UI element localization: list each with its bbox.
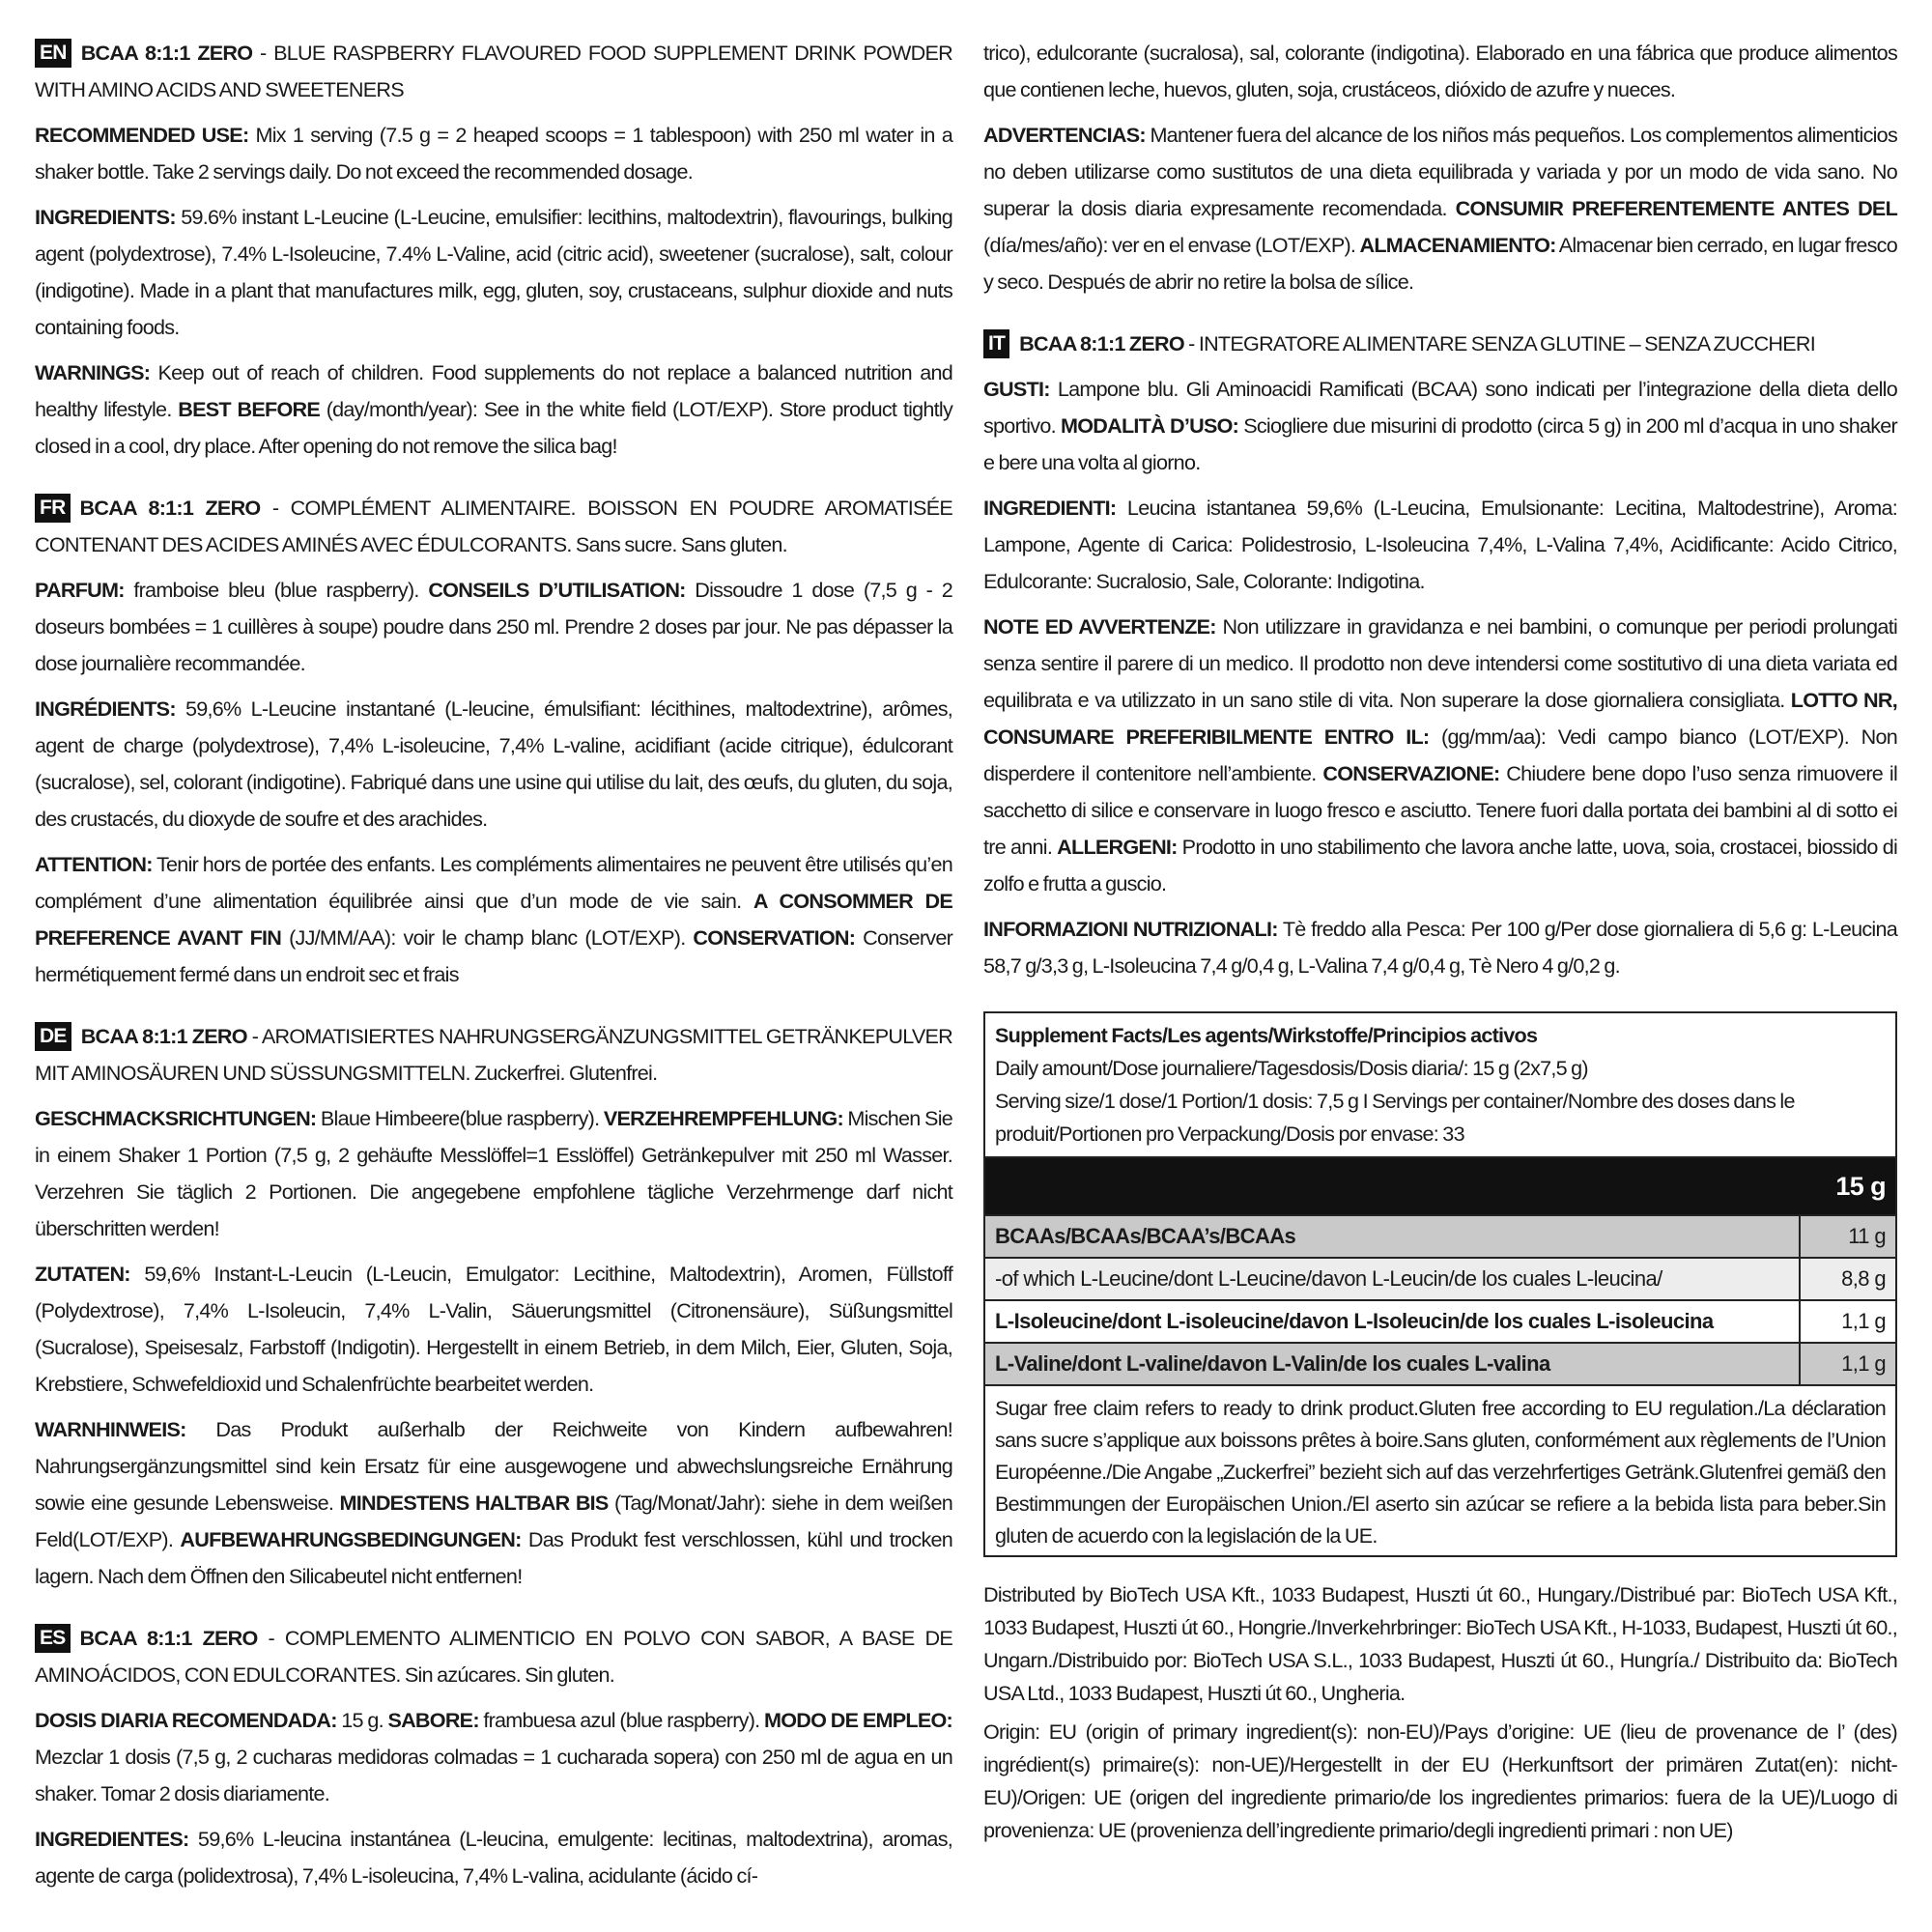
fr-parfum (35, 572, 952, 682)
de-auf-label: AUFBEWAHRUNGSBEDINGUNGEN: (180, 1527, 522, 1551)
facts-header (985, 1013, 1895, 1156)
fr-cons-text: (JJ/MM/AA): voir le champ blanc (LOT/EXP). (281, 925, 694, 950)
facts-daily-amount: Daily amount/Dose journaliere/Tagesdosis/Dosis diaria/: 15 g (2x7,5 g) (995, 1056, 1588, 1080)
table-row (985, 1215, 1895, 1258)
de-mhd-text: (Tag/Monat/Jahr): siehe in dem weißen Feld(LOT/EXP). (35, 1491, 953, 1551)
de-verz-label: VERZEHREMPFEHLUNG: (603, 1106, 843, 1130)
fr-att-text: Tenir hors de portée des enfants. Les compléments alimentaires ne peuvent être utilisés qu’en complément d’une alimentation équilibrée ainsi que d’un mode de vie sain. (35, 852, 952, 913)
it-gusti-text: Lampone blu. Gli Aminoacidi Ramificati (BCAA) sono indicati per l’integrazione della dieta dello sportivo. (983, 377, 1897, 438)
facts-header-value: 15 g (1800, 1157, 1895, 1215)
distribution-info (983, 1578, 1897, 1847)
fr-attention (35, 846, 952, 993)
es-alm-label: ALMACENAMIENTO: (1359, 233, 1556, 257)
it-all-text: Prodotto in uno stabilimento che lavora anche latte, uova, soia, crostacei, biossido di zolfo e frutta a guscio. (983, 835, 1897, 895)
fr-parfum-label: PARFUM: (35, 578, 125, 602)
it-note-text: Non utilizzare in gravidanza e nei bambini, o comunque per periodi prolungati senza sentire il parere di un medico. Il prodotto non deve intendersi come sostitutivo di una dieta variata ed equilibrata e va utilizzato in un sano stile di vita. Non superare la dose giornaliera consigliata. (983, 614, 1897, 712)
de-warn-text: Das Produkt außerhalb der Reichweite von Kindern aufbewahren! Nahrungsergänzungsmittel sind kein Ersatz für eine ausgewogene und abwechslungsreiche Ernährung sowie eine gesunde Lebensweise. (35, 1417, 952, 1515)
facts-row-value: 8,8 g (1800, 1258, 1895, 1300)
fr-heading (35, 490, 952, 563)
fr-ing-text: 59,6% L-Leucine instantané (L-leucine, émulsifiant: lécithines, maltodextrine), arômes, agent de charge (polydextrose), 7,4% L-isoleucine, 7,4% L-valine, acidifiant (acide citrique), édulcorant (sucralose), sel, colorant (indigotine). Fabriqué dans une usine qui utilise du lait, des œufs, du gluten, du soja, des crustacés, du dioxyde de soufre et des arachides. (35, 696, 952, 831)
fr-subtitle: - COMPLÉMENT ALIMENTAIRE. BOISSON EN POUDRE AROMATISÉE CONTENANT DES ACIDES AMINÉS AVEC ÉDULCORANTS. Sans sucre. Sans gluten. (35, 496, 953, 556)
facts-row-value: 1,1 g (1800, 1343, 1895, 1384)
fr-conseils-text: Dissoudre 1 dose (7,5 g - 2 doseurs bombées = 1 cuillères à soupe) poudre dans 250 ml. Prendre 2 doses par jour. Ne pas dépasser la dose journalière recommandée. (35, 578, 952, 675)
facts-row-name: BCAAs/BCAAs/BCAA’s/BCAAs (985, 1215, 1800, 1258)
facts-row-name: -of which L-Leucine/dont L-Leucine/davon L-Leucin/de los cuales L-leucina/ (985, 1258, 1800, 1300)
en-ing-label: INGREDIENTS: (35, 205, 176, 229)
es-lang-badge: ES (35, 1624, 71, 1653)
right-column (983, 35, 1897, 1853)
fr-lang-badge: FR (35, 494, 71, 523)
de-geschmack (35, 1100, 952, 1247)
table-row (985, 1300, 1895, 1343)
facts-row-name: L-Isoleucine/dont L-isoleucine/davon L-Isoleucin/de los cuales L-isoleucina (985, 1300, 1800, 1343)
en-heading (35, 35, 952, 108)
it-note-label: NOTE ED AVVERTENZE: (983, 614, 1216, 639)
fr-ing-label: INGRÉDIENTS: (35, 696, 176, 721)
es-subtitle: - COMPLEMENTO ALIMENTICIO EN POLVO CON SABOR, A BASE DE AMINOÁCIDOS, CON EDULCORANTES. Sin azúcares. Sin gluten. (35, 1626, 953, 1687)
de-warnhinweis (35, 1411, 952, 1595)
it-lotto-text: (gg/mm/aa): Vedi campo bianco (LOT/EXP). Non disperdere il contenitore nell’ambiente. (983, 724, 1897, 785)
en-lang-badge: EN (35, 39, 71, 68)
es-adv-text: Mantener fuera del alcance de los niños más pequeños. Los complementos alimenticios no deben utilizarse como sustitutos de una dieta equilibrada y variada y por un modo de vida sano. No superar la dosis diaria expresamente recomendada. (983, 123, 1897, 220)
it-lotto-label: LOTTO NR, CONSUMARE PREFERIBILMENTE ENTRO IL: (983, 688, 1897, 749)
it-cons-label: CONSERVAZIONE: (1322, 761, 1500, 785)
de-subtitle: - AROMATISIERTES NAHRUNGSERGÄNZUNGSMITTEL GETRÄNKEPULVER MIT AMINOSÄUREN UND SÜSSUNGSMITTELN. Zuckerfrei. Glutenfrei. (35, 1024, 952, 1085)
de-warn-label: WARNHINWEIS: (35, 1417, 186, 1441)
it-lang-badge: IT (983, 329, 1009, 358)
es-ingredientes-cont (983, 35, 1897, 108)
de-mhd-label: MINDESTENS HALTBAR BIS (339, 1491, 609, 1515)
es-ing-text-cont: trico), edulcorante (sucralosa), sal, colorante (indigotina). Elaborado en una fábrica que produce alimentos que contienen leche, huevos, gluten, soja, crustáceos, dióxido de azufre y nueces. (983, 41, 1897, 101)
supplement-facts-box (983, 1011, 1897, 1557)
es-heading (35, 1620, 952, 1693)
es-advertencias (983, 117, 1897, 300)
facts-footnote (985, 1384, 1895, 1555)
it-heading (983, 326, 1897, 362)
de-auf-text: Das Produkt fest verschlossen, kühl und trocken lagern. Nach dem Öffnen den Silicabeutel nicht entfernen! (35, 1527, 953, 1588)
es-product-title: BCAA 8:1:1 ZERO (79, 1626, 258, 1650)
table-row (985, 1258, 1895, 1300)
it-info-nutrizionali (983, 911, 1897, 984)
de-heading (35, 1018, 952, 1092)
en-subtitle: - BLUE RASPBERRY FLAVOURED FOOD SUPPLEMENT DRINK POWDER WITH AMINO ACIDS AND SWEETENERS (35, 41, 952, 101)
en-warnings (35, 355, 952, 465)
facts-title: Supplement Facts/Les agents/Wirkstoffe/Principios activos (995, 1023, 1538, 1047)
section-fr (35, 490, 952, 993)
es-modo-label: MODO DE EMPLEO: (764, 1708, 952, 1732)
section-en (35, 35, 952, 465)
distributed-by: Distributed by BioTech USA Kft., 1033 Budapest, Huszti út 60., Hungary./Distribué par: BioTech USA Kft., 1033 Budapest, Huszti út 60., Hongrie./Inverkehrbringer: BioTech USA Kft., H-1033, Budapest, Huszti út 60., Ungarn./Distribuido por: BioTech USA S.L., 1033 Budapest, Huszti út 60., Hungría./ Distribuito da: BioTech USA Ltd., 1033 Budapest, Huszti út 60., Ungheria. (983, 1582, 1897, 1705)
en-ingredients (35, 199, 952, 346)
it-ingredienti (983, 490, 1897, 600)
en-bb-text: (day/month/year): See in the white field (LOT/EXP). Store product tightly closed in a cool, dry place. After opening do not remove the silica bag! (35, 397, 952, 458)
fr-cons-label: A CONSOMMER DE PREFERENCE AVANT FIN (35, 889, 952, 950)
en-ing-text: 59.6% instant L-Leucine (L-Leucine, emulsifier: lecithins, maltodextrin), flavourings, bulking agent (polydextrose), 7.4% L-Isoleucine, 7.4% L-Valine, acid (citric acid), sweetener (sucralose), salt, colour (indigotine). Made in a plant that manufactures milk, egg, gluten, soy, crustaceans, sulphur dioxide and nuts containing foods. (35, 205, 952, 339)
section-de (35, 1018, 952, 1595)
de-gesch-label: GESCHMACKSRICHTUNGEN: (35, 1106, 317, 1130)
en-bb-label: BEST BEFORE (178, 397, 321, 421)
it-mod-text: Sciogliere due misurini di prodotto (circa 5 g) in 200 ml d’acqua in uno shaker e bere una volta al giorno. (983, 413, 1897, 474)
fr-conseils-label: CONSEILS D’UTILISATION: (428, 578, 686, 602)
es-dosis-label: DOSIS DIARIA RECOMENDADA: (35, 1708, 337, 1732)
table-row (985, 1343, 1895, 1384)
it-gusti (983, 371, 1897, 481)
es-dosis (35, 1702, 952, 1812)
facts-footnote-text: Sugar free claim refers to ready to drink product.Gluten free according to EU regulation./La déclaration sans sucre s’applique aux boissons prêtes à boire.Sans gluten, conformément aux règlements de l’Union Européenne./Die Angabe „Zuckerfrei” bezieht sich auf das verzehrfertiges Getränk.Glutenfrei gemäß den Bestimmungen der Europäischen Union./El aserto sin azúcar se refiere a la bebida lista para beber.Sin gluten de acuerdo con la legislación de la UE. (995, 1396, 1886, 1548)
section-es-continued (983, 35, 1897, 300)
de-zut-label: ZUTATEN: (35, 1262, 130, 1286)
facts-serving-size: Serving size/1 dose/1 Portion/1 dosis: 7,5 g I Servings per container/Nombre des doses dans le produit/Portionen pro Verpackung/Dosis por envase: 33 (995, 1089, 1795, 1146)
fr-product-title: BCAA 8:1:1 ZERO (79, 496, 261, 520)
it-subtitle: - INTEGRATORE ALIMENTARE SENZA GLUTINE – SENZA ZUCCHERI (1183, 331, 1816, 355)
section-es (35, 1620, 952, 1894)
fr-att-label: ATTENTION: (35, 852, 153, 876)
es-ingredientes (35, 1821, 952, 1894)
es-sabore-text: frambuesa azul (blue raspberry). (478, 1708, 765, 1732)
it-info-label: INFORMAZIONI NUTRIZIONALI: (983, 917, 1278, 941)
es-cons-label: CONSUMIR PREFERENTEMENTE ANTES DEL (1455, 196, 1898, 220)
origin-statement: Origin: EU (origin of primary ingredient(s): non-EU)/Pays d’origine: UE (lieu de provenance de l’ (des) ingrédient(s) primaire(s): non-UE)/Hergestellt in der EU (Herkunftsort der primären Zutat(en): nicht-EU)/Origen: UE (origen del ingrediente primario/de los ingredientes primarios: fuera de la UE)/Luogo di provenienza: UE (provenienza dell’ingrediente primario/degli ingredienti primari : non UE) (983, 1719, 1897, 1842)
de-zut-text: 59,6% Instant-L-Leucin (L-Leucin, Emulgator: Lecithine, Maltodextrin), Aromen, Füllstoff (Polydextrose), 7,4% L-Isoleucin, 7,4% L-Valin, Säuerungsmittel (Citronensäure), Süßungsmittel (Sucralose), Speisesalz, Farbstoff (Indigotin). Hergestellt in einem Betrieb, in dem Milch, Eier, Gluten, Soja, Krebstiere, Schwefeldioxid und Schalenfrüchte bearbeitet werden. (35, 1262, 952, 1396)
es-sabore-label: SABORE: (387, 1708, 479, 1732)
left-column (35, 35, 952, 1919)
en-warn-text: Keep out of reach of children. Food supplements do not replace a balanced nutrition and healthy lifestyle. (35, 360, 952, 421)
it-ing-text: Leucina istantanea 59,6% (L-Leucina, Emulsionante: Lecitina, Maltodestrine), Aroma: Lampone, Agente di Carica: Polidestrosio, L-Isoleucina 7,4%, L-Valina 7,4%, Acidificante: Acido Citrico, Edulcorante: Sucralosio, Sale, Colorante: Indigotina. (983, 496, 1897, 593)
es-modo-text: Mezclar 1 dosis (7,5 g, 2 cucharas medidoras colmadas = 1 cucharada sopera) con 250 ml de agua en un shaker. Tomar 2 dosis diariamente. (35, 1745, 952, 1805)
es-alm-text: Almacenar bien cerrado, en lugar fresco y seco. Después de abrir no retire la bolsa de sílice. (983, 233, 1897, 294)
en-warn-label: WARNINGS: (35, 360, 151, 384)
en-recommended-use (35, 117, 952, 190)
fr-ingredients (35, 691, 952, 838)
es-cons-text: (día/mes/año): ver en el envase (LOT/EXP). (983, 233, 1360, 257)
es-dosis-text: 15 g. (336, 1708, 388, 1732)
en-use-label: RECOMMENDED USE: (35, 123, 249, 147)
it-all-label: ALLERGENI: (1057, 835, 1178, 859)
facts-row-value: 1,1 g (1800, 1300, 1895, 1343)
facts-row-name: L-Valine/dont L-valine/davon L-Valin/de los cuales L-valina (985, 1343, 1800, 1384)
it-ing-label: INGREDIENTI: (983, 496, 1117, 520)
it-product-title: BCAA 8:1:1 ZERO (1019, 331, 1184, 355)
section-it (983, 326, 1897, 984)
it-note (983, 609, 1897, 902)
it-mod-label: MODALITÀ D’USO: (1060, 413, 1239, 438)
it-gusti-label: GUSTI: (983, 377, 1050, 401)
es-ing-text: 59,6% L-leucina instantánea (L-leucina, emulgente: lecitinas, maltodextrina), aromas, agente de carga (polidextrosa), 7,4% L-isoleucina, 7,4% L-valina, acidulante (ácido cí- (35, 1827, 952, 1888)
it-cons-text: Chiudere bene dopo l’uso senza rimuovere il sacchetto di silice e conservare in luogo fresco e asciutto. Tenere fuori dalla portata dei bambini al di sotto ei tre anni. (983, 761, 1897, 859)
fr-store-label: CONSERVATION: (693, 925, 856, 950)
de-verz-text: Mischen Sie in einem Shaker 1 Portion (7,5 g, 2 gehäufte Messlöffel=1 Esslöffel) Getränkepulver mit 250 ml Wasser. Verzehren Sie täglich 2 Portionen. Die angegebene empfohlene tägliche Verzehrmenge darf nicht überschritten werden! (35, 1106, 952, 1240)
de-product-title: BCAA 8:1:1 ZERO (80, 1024, 247, 1048)
es-ing-label: INGREDIENTES: (35, 1827, 189, 1851)
fr-parfum-text: framboise bleu (blue raspberry). (124, 578, 429, 602)
facts-row-value: 11 g (1800, 1215, 1895, 1258)
fr-store-text: Conserver hermétiquement fermé dans un endroit sec et frais (35, 925, 953, 986)
de-zutaten (35, 1256, 952, 1403)
en-use-text: Mix 1 serving (7.5 g = 2 heaped scoops = 1 tablespoon) with 250 ml water in a shaker bottle. Take 2 servings daily. Do not exceed the recommended dosage. (35, 123, 953, 184)
facts-column-header (985, 1157, 1895, 1215)
de-gesch-text: Blaue Himbeere(blue raspberry). (316, 1106, 604, 1130)
de-lang-badge: DE (35, 1022, 71, 1051)
facts-table (985, 1156, 1895, 1384)
it-info-text: Tè freddo alla Pesca: Per 100 g/Per dose giornaliera di 5,6 g: L-Leucina 58,7 g/3,3 g, L-Isoleucina 7,4 g/0,4 g, L-Valina 7,4 g/0,4 g, Tè Nero 4 g/0,2 g. (983, 917, 1898, 978)
en-product-title: BCAA 8:1:1 ZERO (80, 41, 253, 65)
es-adv-label: ADVERTENCIAS: (983, 123, 1146, 147)
